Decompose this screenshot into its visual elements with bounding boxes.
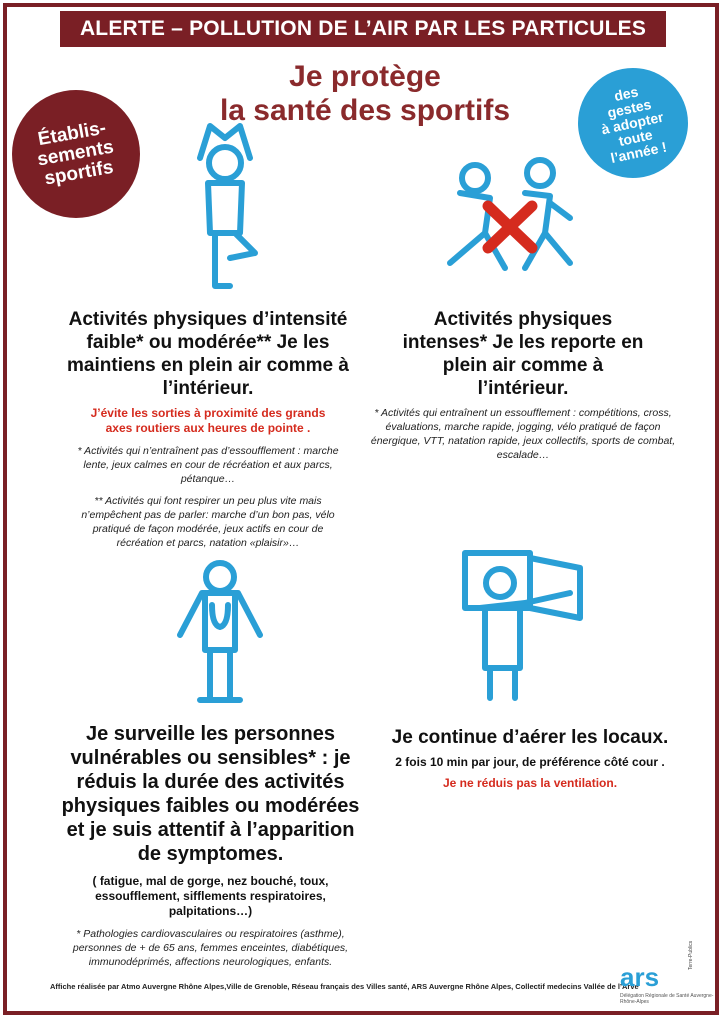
ventilation-alert: Je ne réduis pas la ventilation. [442,776,618,790]
ars-logo-text: ars [620,962,660,992]
title-line-2: la santé des sportifs [219,94,511,127]
vulnerable-symptoms: ( fatigue, mal de gorge, nez bouché, toux, essoufflement, sifflements respiratoires, palpitations…) [92,874,329,918]
low-intensity-note-2: ** Activités qui font respirer un peu plus vite mais n’empêchent pas de parler: marche d’un bon pas, vélo pratiqué de façon modérée, jeux actifs en cour de récréation et parcs, natation «plaisir»… [81,495,335,549]
ventilation-section [370,726,690,791]
ars-logo [620,962,728,1005]
high-intensity-section [368,308,678,462]
establishments-badge [12,90,140,218]
high-intensity-heading: Activités physiques intenses* Je les reporte en plein air comme à l’intérieur. [402,309,644,399]
vulnerable-section [58,722,363,969]
yoga-figure-illustration [170,118,280,293]
vertical-credit: Terre-Publics [688,940,694,970]
badge-right-text: des gestes à adopter toute l’année ! [600,82,669,166]
low-intensity-heading: Activités physiques d’intensité faible* ou modérée** Je les maintiens en plein air comme à l’intérieur. [67,309,349,399]
badge-left-text: Établis- sements sportifs [36,117,116,190]
ars-logo-subtitle: Délégation Régionale de Santé Auvergne-Rhône-Alpes [620,993,714,1005]
year-round-badge [578,68,688,178]
ventilation-detail: 2 fois 10 min par jour, de préférence côté cour . [395,755,665,769]
ventilation-heading: Je continue d’aérer les locaux. [391,727,669,748]
title-line-1: Je protège [289,60,441,93]
alert-banner: ALERTE – POLLUTION DE L’AIR PAR LES PARTICULES [60,11,666,47]
vulnerable-note: * Pathologies cardiovasculaires ou respiratoires (asthme), personnes de + de 65 ans, femmes enceintes, diabétiques, immunodéprimés, affections neurologiques, enfants. [72,928,349,968]
footer-credits: Affiche réalisée par Atmo Auvergne Rhône Alpes,Ville de Grenoble, Réseau français des Villes santé, ARS Auvergne Rhône Alpes, Collectif medecins Vallée de l’Arve [50,982,639,991]
vulnerable-person-illustration [160,555,280,705]
opening-window-illustration [460,548,590,703]
low-intensity-section [58,308,358,550]
low-intensity-note-1: * Activités qui n’entraînent pas d’essoufflement : marche lente, jeux calmes en cour de récréation et aux parcs, pétanque… [77,445,339,485]
low-intensity-alert: J’évite les sorties à proximité des grands axes routiers aux heures de pointe . [90,406,326,435]
vulnerable-heading: Je surveille les personnes vulnérables ou sensibles* : je réduis la durée des activités physiques faibles ou modérées et je suis attentif à l’apparition de symptomes. [61,723,360,865]
running-figures-crossed-illustration [430,148,590,278]
high-intensity-note: * Activités qui entraînent un essoufflement : compétitions, cross, évaluations, marche rapide, jogging, vélo pratiqué de façon énergique, VTT, natation rapide, jeux collectifs, sports de combat, escalade… [370,407,676,461]
